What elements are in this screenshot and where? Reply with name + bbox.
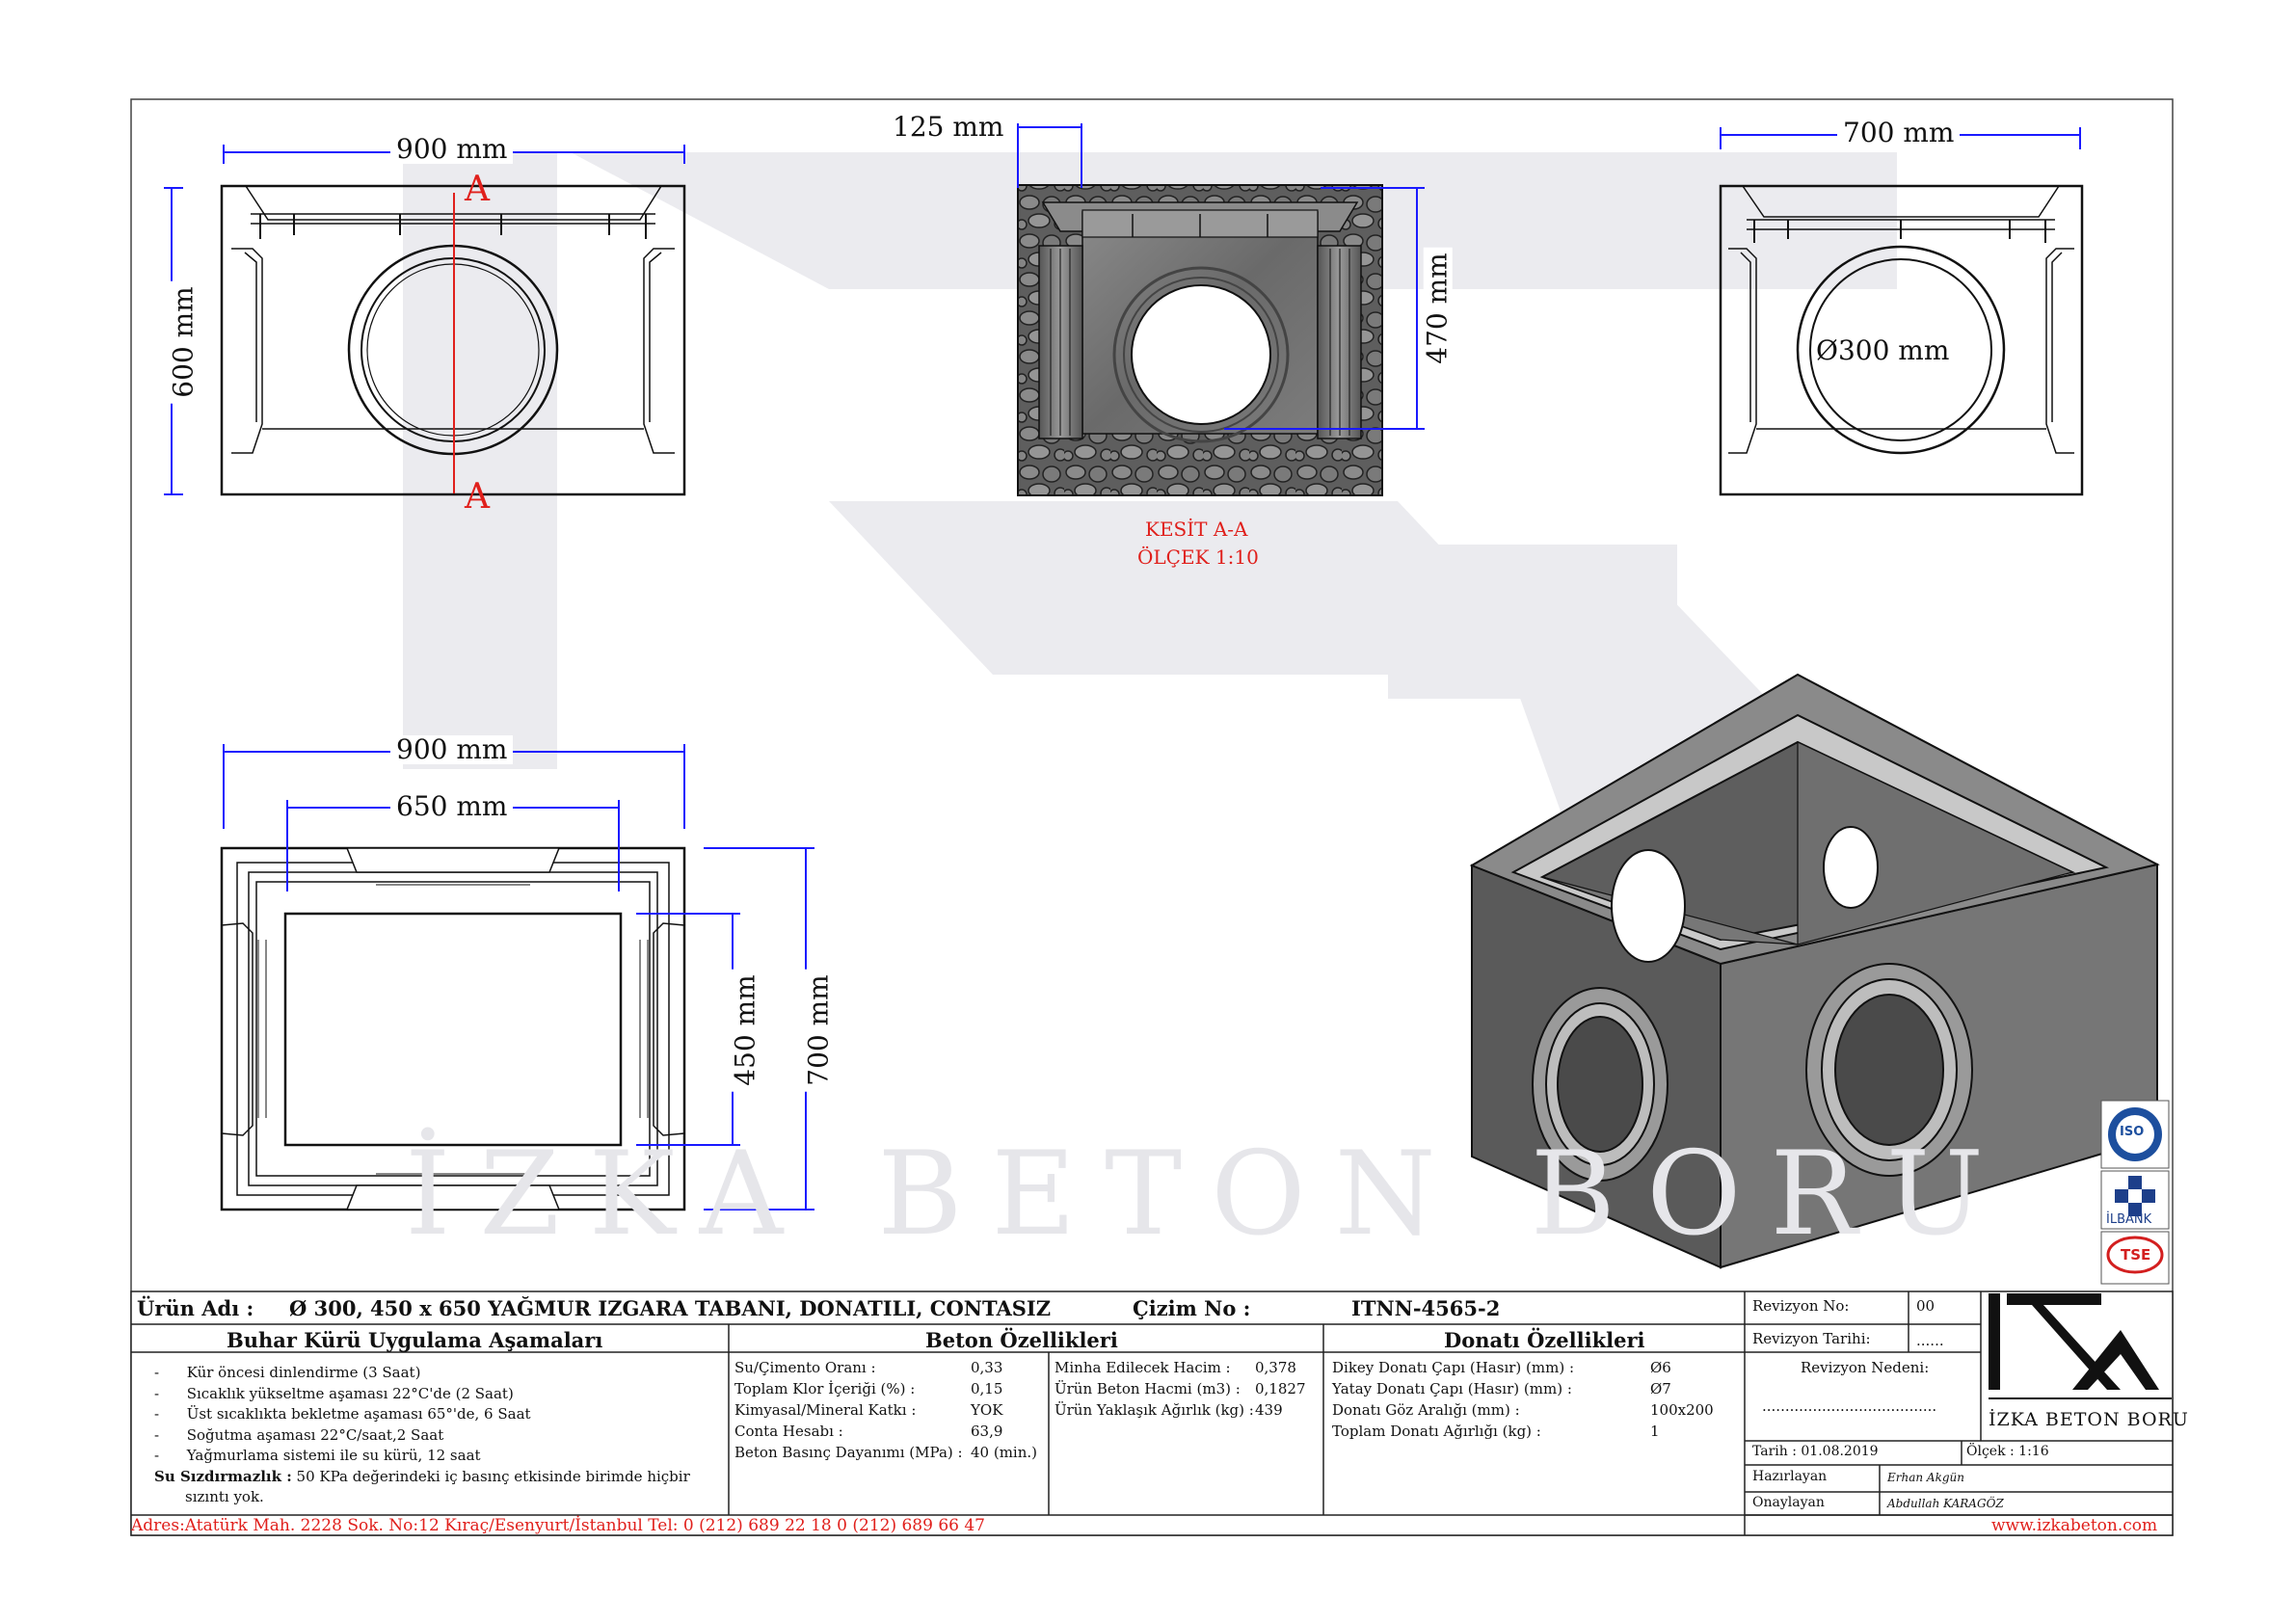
revision-no: 00 <box>1916 1297 1936 1315</box>
top-width-dim: 900 mm <box>390 135 513 164</box>
prepared-label: Hazırlayan <box>1752 1469 1828 1484</box>
revision-reason: ...................................... <box>1762 1397 1937 1415</box>
plan-width-dim: 900 mm <box>390 735 513 764</box>
footer-address: Adres:Atatürk Mah. 2228 Sok. No:12 Kıraç/Esenyurt/İstanbul Tel: 0 (212) 689 22 18 0 (212) 689 66 47 <box>131 1516 986 1535</box>
concrete-row-value: 0,378 <box>1255 1359 1296 1376</box>
concrete-values <box>971 1357 1037 1463</box>
concrete-row-value: 439 <box>1255 1401 1283 1419</box>
revision-date-label: Revizyon Tarihi: <box>1752 1330 1871 1347</box>
concrete-row-value: 40 (min.) <box>971 1444 1038 1461</box>
concrete-labels <box>734 1357 963 1463</box>
concrete-row-value: 0,15 <box>971 1380 1003 1397</box>
concrete-row-label: Ürün Yaklaşık Ağırlık (kg) : <box>1055 1401 1254 1419</box>
concrete-row-label: Ürün Beton Hacmi (m3) : <box>1055 1380 1241 1397</box>
section-scale: ÖLÇEK 1:10 <box>1137 545 1259 569</box>
product-label: Ürün Adı : <box>137 1296 254 1320</box>
concrete-row-label: Conta Hesabı : <box>734 1423 843 1440</box>
drawing-no: ITNN-4565-2 <box>1351 1296 1501 1320</box>
rebar-row-label: Toplam Donatı Ağırlığı (kg) : <box>1332 1423 1541 1440</box>
concrete-row-value: 0,33 <box>971 1359 1003 1376</box>
section-mark-top: A <box>465 170 490 209</box>
rebar-row-value: Ø6 <box>1650 1359 1671 1376</box>
concrete-row-value: YOK <box>971 1401 1003 1419</box>
scale: Ölçek : 1:16 <box>1966 1444 2049 1459</box>
revision-date: ...... <box>1916 1332 1944 1349</box>
plan-inner-height-dim: 450 mm <box>732 969 761 1091</box>
curing-step: - Kür öncesi dinlendirme (3 Saat) <box>154 1364 421 1381</box>
concrete-row-label: Minha Edilecek Hacim : <box>1055 1359 1231 1376</box>
tse-badge: TSE <box>2121 1246 2151 1264</box>
rebar-row-value: 100x200 <box>1650 1401 1714 1419</box>
section-top-dim: 125 mm <box>887 113 1009 142</box>
top-height-dim: 600 mm <box>170 280 199 403</box>
section-a-a <box>1018 185 1382 495</box>
section-height-dim: 470 mm <box>1424 247 1453 369</box>
ilbank-badge: İLBANK <box>2106 1212 2152 1227</box>
concrete-row-label: Beton Basınç Dayanımı (MPa) : <box>734 1444 963 1461</box>
concrete-values-2 <box>1255 1357 1306 1421</box>
concrete-row-label: Toplam Klor İçeriği (%) : <box>734 1380 916 1397</box>
watermark-text: İZKA BETON BORU <box>405 1128 2013 1262</box>
rebar-row-label: Donatı Göz Aralığı (mm) : <box>1332 1401 1520 1419</box>
plan-outer-height-dim: 700 mm <box>805 969 834 1091</box>
concrete-row-value: 0,1827 <box>1255 1380 1306 1397</box>
curing-step: - Üst sıcaklıkta bekletme aşaması 65°'de, 6 Saat <box>154 1405 531 1423</box>
curing-step: - Sıcaklık yükseltme aşaması 22°C'de (2 Saat) <box>154 1384 514 1402</box>
rebar-row-label: Yatay Donatı Çapı (Hasır) (mm) : <box>1332 1380 1572 1397</box>
concrete-title: Beton Özellikleri <box>925 1328 1118 1352</box>
iso-badge: ISO <box>2120 1125 2145 1139</box>
concrete-row-label: Su/Çimento Oranı : <box>734 1359 876 1376</box>
leak-line-2: sızıntı yok. <box>185 1488 264 1505</box>
diameter-label: Ø300 mm <box>1816 334 1950 366</box>
section-mark-bottom: A <box>465 477 490 517</box>
rebar-row-label: Dikey Donatı Çapı (Hasır) (mm) : <box>1332 1359 1575 1376</box>
rebar-values <box>1650 1357 1714 1442</box>
product-name: Ø 300, 450 x 650 YAĞMUR IZGARA TABANI, DONATILI, CONTASIZ <box>289 1296 1052 1320</box>
curing-step: - Soğutma aşaması 22°C/saat,2 Saat <box>154 1425 444 1444</box>
rebar-row-value: Ø7 <box>1650 1380 1671 1397</box>
section-caption: KESİT A-A <box>1145 518 1248 541</box>
curing-step: - Yağmurlama sistemi ile su kürü, 12 saat <box>154 1447 481 1464</box>
rebar-title: Donatı Özellikleri <box>1444 1328 1645 1352</box>
approved-label: Onaylayan <box>1752 1495 1825 1510</box>
curing-title: Buhar Kürü Uygulama Aşamaları <box>227 1328 603 1352</box>
concrete-row-value: 63,9 <box>971 1423 1003 1440</box>
approved-by: Abdullah KARAGÖZ <box>1887 1497 2004 1510</box>
concrete-row-label: Kimyasal/Mineral Katkı : <box>734 1401 917 1419</box>
drawing-no-label: Çizim No : <box>1133 1296 1251 1320</box>
rebar-labels <box>1332 1357 1574 1442</box>
logo-text: İZKA BETON BORU <box>1989 1409 2189 1430</box>
concrete-labels-2 <box>1055 1357 1254 1421</box>
date: Tarih : 01.08.2019 <box>1752 1444 1879 1459</box>
revision-no-label: Revizyon No: <box>1752 1297 1850 1315</box>
prepared-by: Erhan Akgün <box>1887 1471 1964 1484</box>
revision-reason-label: Revizyon Nedeni: <box>1801 1359 1930 1376</box>
plan-inner-width-dim: 650 mm <box>390 792 513 821</box>
side-width-dim: 700 mm <box>1837 119 1960 147</box>
rebar-row-value: 1 <box>1650 1423 1660 1440</box>
footer-website[interactable]: www.izkabeton.com <box>1991 1516 2158 1535</box>
leak-line: Su Sızdırmazlık : 50 KPa değerindeki iç basınç etkisinde birimde hiçbir <box>154 1467 690 1485</box>
curing-list <box>154 1363 690 1508</box>
